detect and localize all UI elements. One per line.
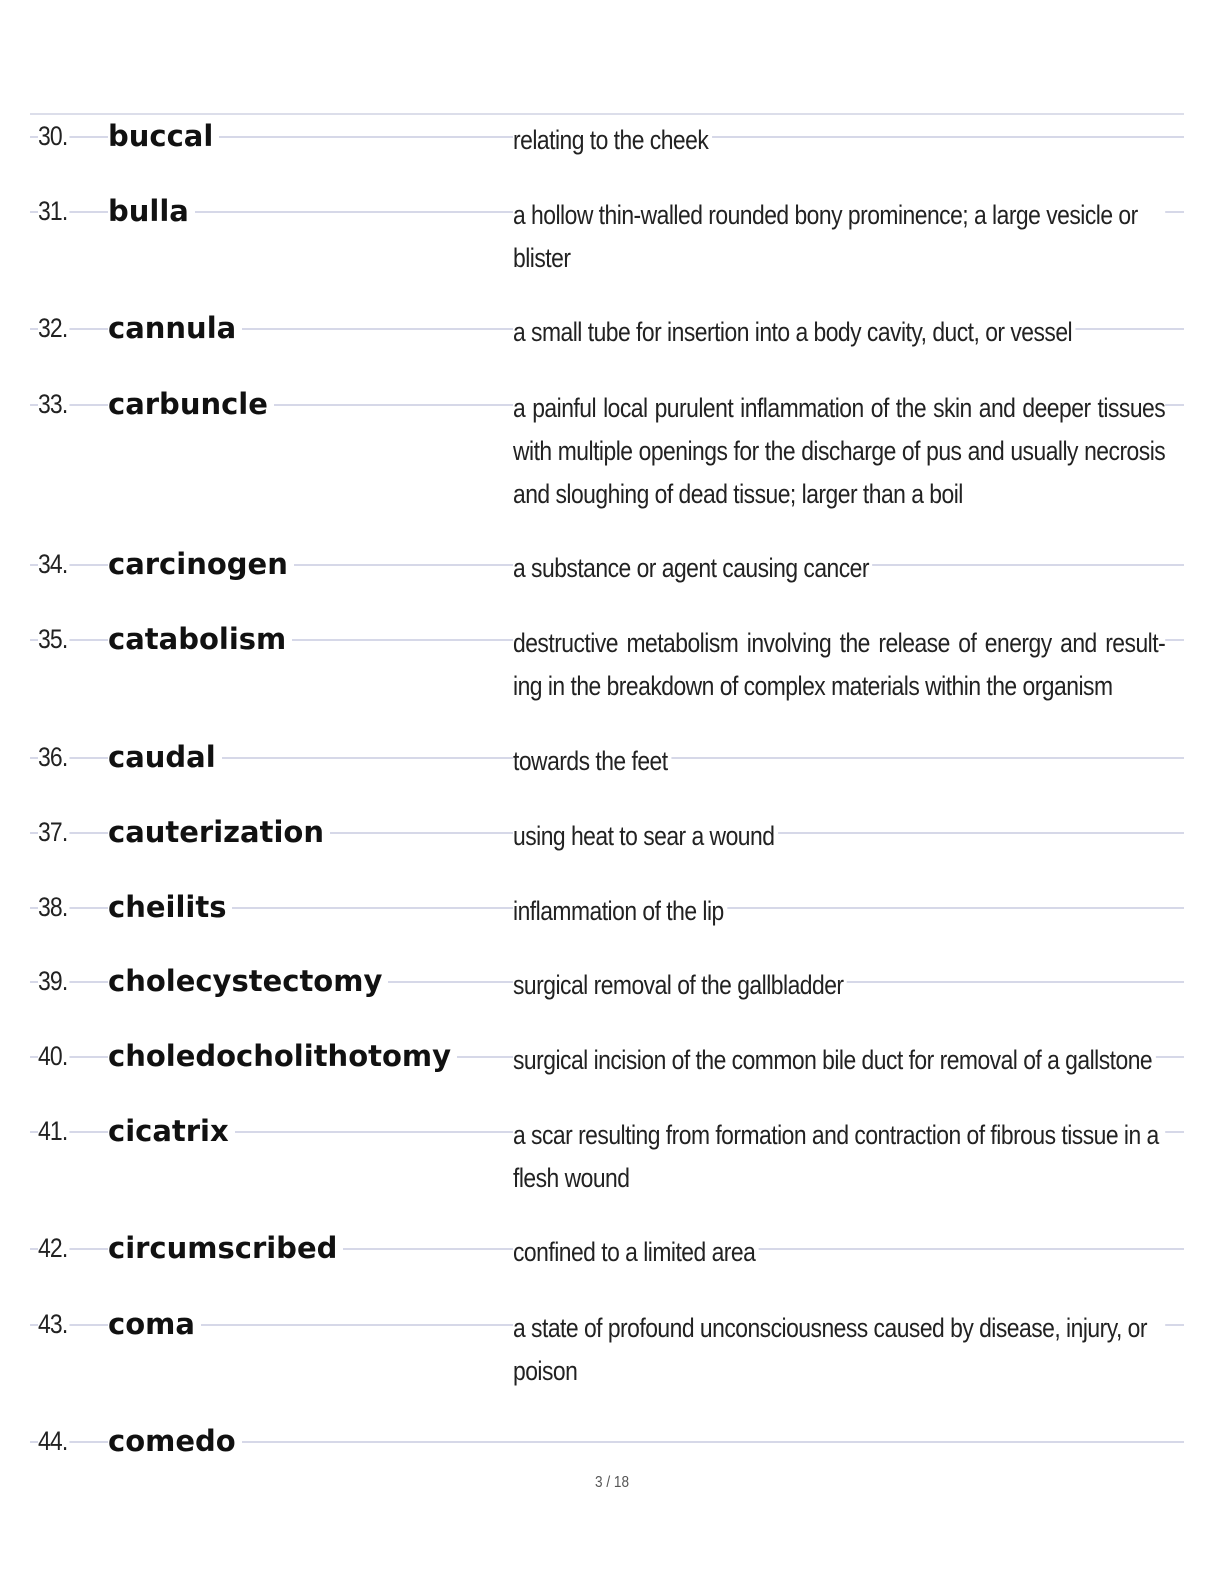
entry-definition: a painful local purulent inflammation of the skin and deeper tissues with multiple openings for the discharge of pus and usually necrosis and sloughing of dead tissue; larger than a boil <box>513 387 1165 516</box>
entry-definition: a small tube for insertion into a body cavity, duct, or vessel <box>513 311 1165 354</box>
entry-term: carcinogen <box>108 546 294 582</box>
entry-number: 39. <box>38 966 68 996</box>
entry-number: 44. <box>38 1426 68 1456</box>
entry-number: 35. <box>38 624 68 654</box>
entry-number: 31. <box>38 196 68 226</box>
entry-definition: inflammation of the lip <box>513 890 1165 933</box>
entry-definition: a scar resulting from formation and contraction of fibrous tissue in a flesh wound <box>513 1114 1165 1200</box>
entry-number: 40. <box>38 1041 68 1071</box>
entry-term: cheilits <box>108 889 232 925</box>
top-divider <box>30 113 1184 115</box>
entry-term: comedo <box>108 1423 242 1459</box>
entry-number: 38. <box>38 892 68 922</box>
entry-number: 43. <box>38 1309 68 1339</box>
entry-number: 37. <box>38 817 68 847</box>
entry-definition: using heat to sear a wound <box>513 815 1165 858</box>
entry-term: cicatrix <box>108 1113 235 1149</box>
entry-term: choledocholithotomy <box>108 1038 457 1074</box>
entry-term: bulla <box>108 193 195 229</box>
entry-number: 42. <box>38 1233 68 1263</box>
page-indicator: 3 / 18 <box>594 1474 630 1491</box>
entry-number: 32. <box>38 313 68 343</box>
entry-definition: a substance or agent causing cancer <box>513 547 1165 590</box>
entry-term: catabolism <box>108 621 292 657</box>
entry-definition: a hollow thin-walled rounded bony prominence; a large vesicle or blister <box>513 194 1165 280</box>
entry-number: 30. <box>38 121 68 151</box>
entry-definition: destructive metabolism involving the release of energy and result-ing in the breakdown of complex materials within the organism <box>513 622 1165 708</box>
entry-term: buccal <box>108 118 219 154</box>
entry-definition: relating to the cheek <box>513 119 1165 162</box>
entry-term: carbuncle <box>108 386 274 422</box>
entry-term: coma <box>108 1306 201 1342</box>
entry-number: 33. <box>38 389 68 419</box>
entry-term: caudal <box>108 739 222 775</box>
entry-number: 34. <box>38 549 68 579</box>
entry-number: 41. <box>38 1116 68 1146</box>
entry-term: circumscribed <box>108 1230 343 1266</box>
entry-term: cauterization <box>108 814 330 850</box>
entry-definition: confined to a limited area <box>513 1231 1165 1274</box>
entry-term: cannula <box>108 310 242 346</box>
entry-number: 36. <box>38 742 68 772</box>
entry-term: cholecystectomy <box>108 963 388 999</box>
entry-definition: a state of profound unconsciousness caused by disease, injury, or poison <box>513 1307 1165 1393</box>
entry-definition: towards the feet <box>513 740 1165 783</box>
entry-definition: surgical incision of the common bile duct for removal of a gallstone <box>513 1039 1165 1082</box>
entry-definition: surgical removal of the gallbladder <box>513 964 1165 1007</box>
